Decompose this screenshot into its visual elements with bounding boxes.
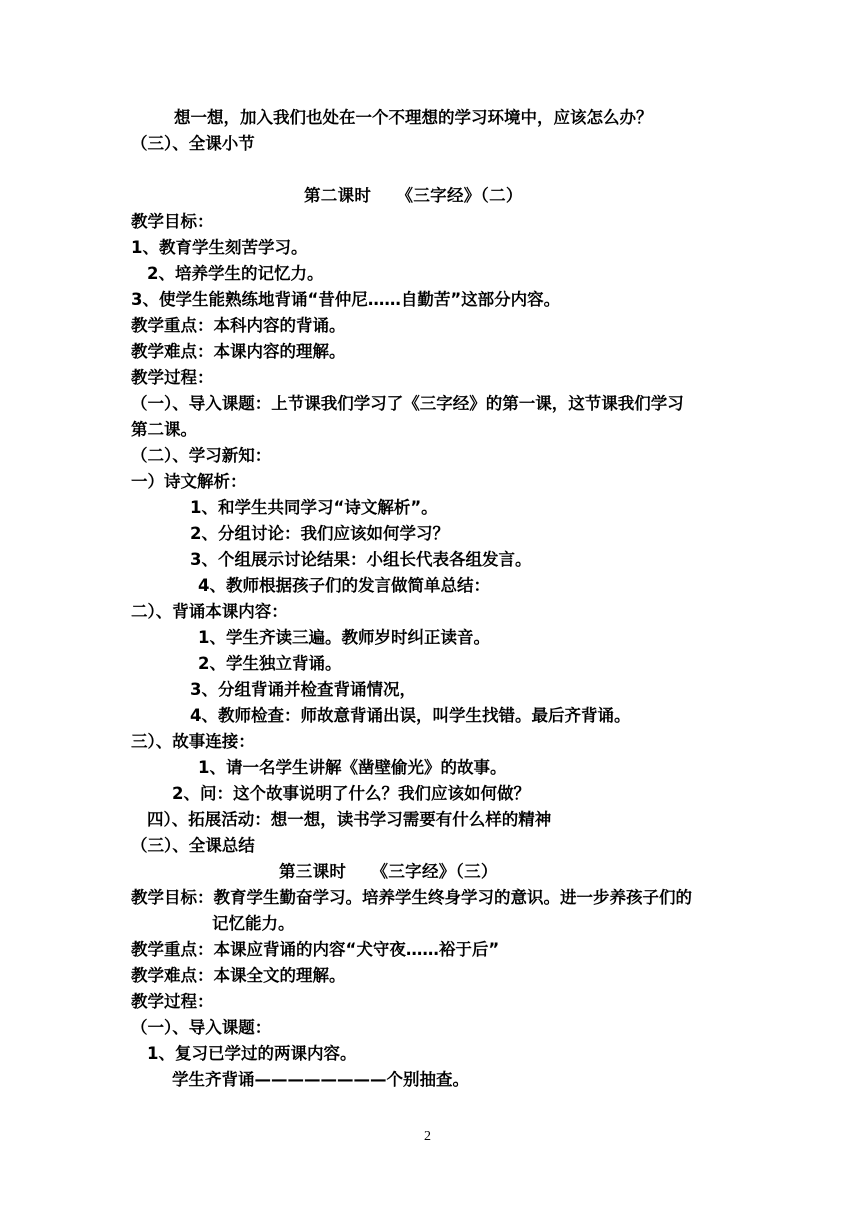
text-line: 教学重点：本课应背诵的内容“犬守夜……裕于后”: [131, 940, 500, 959]
list-item: 2、分组讨论：我们应该如何学习？: [190, 524, 449, 543]
section-heading: （三）、全课总结: [131, 836, 255, 855]
text-line: 教学过程：: [131, 368, 214, 387]
text-line: 想一想，加入我们也处在一个不理想的学习环境中，应该怎么办？: [174, 108, 653, 127]
list-item: 1、和学生共同学习“诗文解析”。: [190, 498, 438, 517]
text-line: 教学难点：本课内容的理解。: [131, 342, 346, 361]
subsection-heading: 二）、背诵本课内容：: [131, 602, 288, 621]
list-item: 1、教育学生刻苦学习。: [131, 238, 308, 257]
section-heading: （二）、学习新知：: [131, 446, 272, 465]
text-line: （一）、导入课题：上节课我们学习了《三字经》的第一课，这节课我们学习: [131, 394, 684, 413]
subsection-heading: 一）诗文解析：: [131, 472, 247, 491]
text-line: 记忆能力。: [212, 914, 295, 933]
text-line: 教学目标：教育学生勤奋学习。培养学生终身学习的意识。进一步养孩子们的: [131, 888, 692, 907]
section-heading: （三）、全课小节: [131, 134, 255, 153]
text-line: 学生齐背诵————————个别抽查。: [172, 1070, 469, 1089]
list-item: 2、培养学生的记忆力。: [147, 264, 324, 283]
subsection-heading: 三）、故事连接：: [131, 732, 255, 751]
text-line: 教学目标：: [131, 212, 214, 231]
list-item: 3、使学生能熟练地背诵“昔仲尼……自勤苦”这部分内容。: [131, 290, 561, 309]
text-line: 教学重点：本科内容的背诵。: [131, 316, 346, 335]
list-item: 2、问：这个故事说明了什么？我们应该如何做？: [172, 784, 530, 803]
section-heading: （一）、导入课题：: [131, 1018, 272, 1037]
text-line: 第二课。: [131, 420, 197, 439]
list-item: 1、复习已学过的两课内容。: [147, 1044, 357, 1063]
list-item: 4、教师检查：师故意背诵出误，叫学生找错。最后齐背诵。: [190, 706, 631, 725]
lesson-title: 第二课时 《三字经》（二）: [304, 186, 523, 205]
list-item: 1、学生齐读三遍。教师岁时纠正读音。: [198, 628, 490, 647]
list-item: 2、学生独立背诵。: [198, 654, 342, 673]
list-item: 1、请一名学生讲解《凿壁偷光》的故事。: [198, 758, 507, 777]
subsection-heading: 四）、拓展活动：想一想，读书学习需要有什么样的精神: [147, 810, 552, 829]
lesson-title: 第三课时 《三字经》（三）: [279, 862, 498, 881]
page-number: 2: [424, 1129, 431, 1144]
list-item: 3、分组背诵并检查背诵情况，: [190, 680, 416, 699]
list-item: 3、个组展示讨论结果：小组长代表各组发言。: [190, 550, 532, 569]
list-item: 4、教师根据孩子们的发言做简单总结：: [198, 576, 490, 595]
text-line: 教学难点：本课全文的理解。: [131, 966, 346, 985]
text-line: 教学过程：: [131, 992, 214, 1011]
